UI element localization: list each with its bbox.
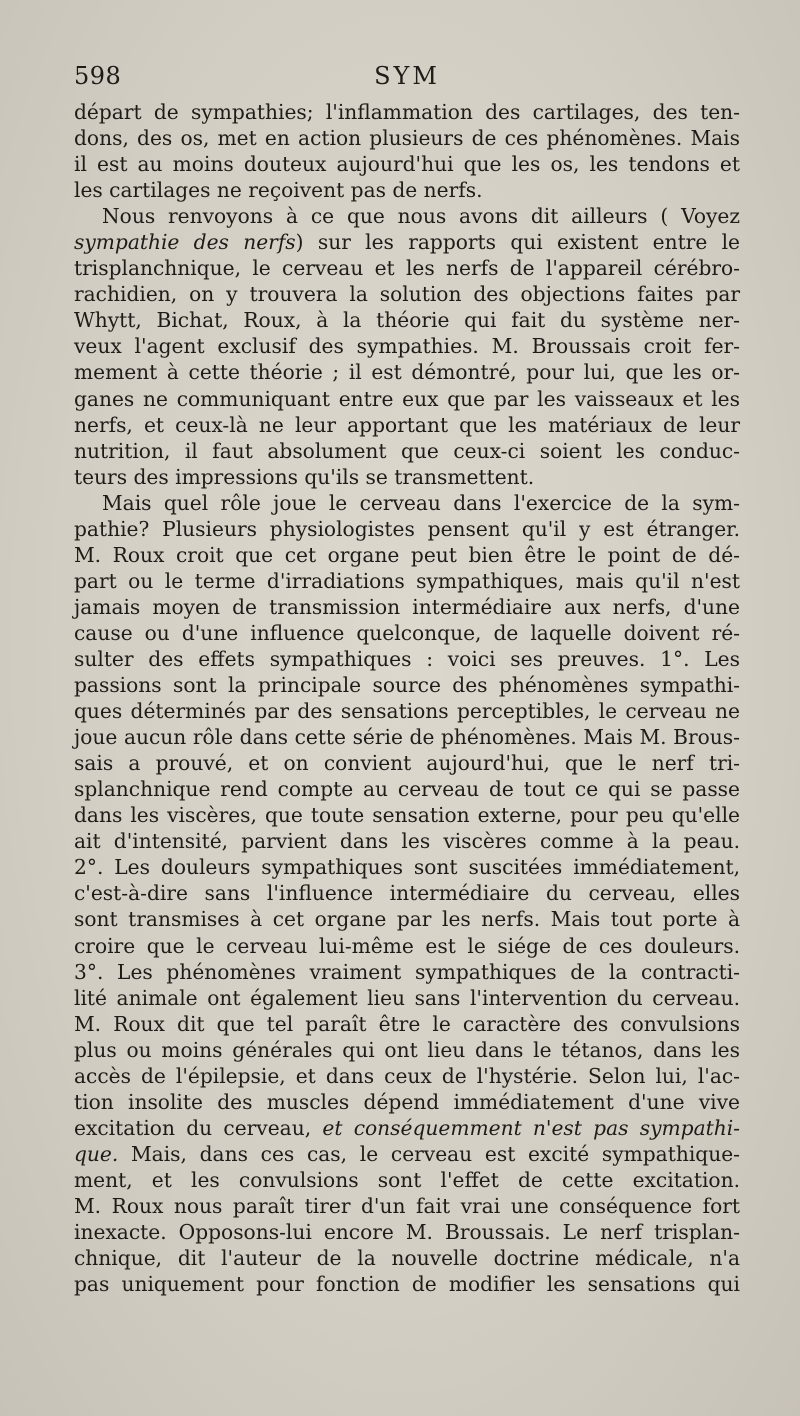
- text-line: nutrition, il faut absolument que ceux-ci soient les conduc-: [74, 438, 740, 463]
- text-line: M. Roux croit que cet organe peut bien être le point de dé-: [74, 542, 740, 567]
- text-line: lité animale ont également lieu sans l'intervention du cerveau.: [74, 985, 740, 1010]
- text-line: rachidien, on y trouvera la solution des objections faites par: [74, 282, 740, 307]
- text-line: passions sont la principale source des phénomènes sympathi-: [74, 673, 740, 698]
- text-line: chnique, dit l'auteur de la nouvelle doctrine médicale, n'a: [74, 1246, 740, 1271]
- italic-text: que.: [74, 1141, 119, 1166]
- text-line: dons, des os, met en action plusieurs de ces phénomènes. Mais: [74, 126, 740, 151]
- text-line: sont transmises à cet organe par les nerfs. Mais tout porte à: [74, 907, 740, 932]
- text-line: ques déterminés par des sensations perceptibles, le cerveau ne: [74, 699, 740, 724]
- text-line: [74, 1141, 740, 1167]
- text-line: M. Roux dit que tel paraît être le caractère des convulsions: [74, 1011, 740, 1036]
- page-header: [74, 62, 740, 96]
- text-line: tion insolite des muscles dépend immédiatement d'une vive: [74, 1089, 740, 1114]
- text-line: 2°. Les douleurs sympathiques sont suscitées immédiatement,: [74, 855, 740, 880]
- text-line: plus ou moins générales qui ont lieu dans le tétanos, dans les: [74, 1037, 740, 1062]
- text-line: dans les viscères, que toute sensation externe, pour peu qu'elle: [74, 803, 740, 828]
- text-line: joue aucun rôle dans cette série de phénomènes. Mais M. Brous-: [74, 725, 740, 750]
- text-line: teurs des impressions qu'ils se transmettent.: [74, 464, 535, 489]
- text-line: mement à cette théorie ; il est démontré, pour lui, que les or-: [74, 360, 740, 385]
- text-line: veux l'agent exclusif des sympathies. M. Broussais croit fer-: [74, 334, 740, 359]
- text-line: ganes ne communiquant entre eux que par les vaisseaux et les: [74, 386, 740, 411]
- text-line: c'est-à-dire sans l'influence intermédiaire du cerveau, elles: [74, 881, 740, 906]
- text-line: inexacte. Opposons-lui encore M. Broussais. Le nerf trisplan-: [74, 1220, 740, 1245]
- text-line: M. Roux nous paraît tirer d'un fait vrai une conséquence fort: [74, 1193, 740, 1218]
- text-line: sais a prouvé, et on convient aujourd'hui, que le nerf tri-: [74, 751, 740, 776]
- body-text: [74, 99, 740, 1297]
- text-line: 3°. Les phénomènes vraiment sympathiques de la contracti-: [74, 959, 740, 984]
- text-line: ait d'intensité, parvient dans les viscères comme à la peau.: [74, 829, 740, 854]
- text-line: [74, 1115, 740, 1141]
- text-run: excitation du cerveau,: [74, 1115, 323, 1140]
- text-line: part ou le terme d'irradiations sympathiques, mais qu'il n'est: [74, 568, 740, 593]
- text-line: ment, et les convulsions sont l'effet de cette excitation.: [74, 1167, 740, 1192]
- page-number: 598: [74, 62, 122, 90]
- text-line: Mais quel rôle joue le cerveau dans l'exercice de la sym-: [102, 490, 740, 515]
- text-line: Nous renvoyons à ce que nous avons dit ailleurs ( Voyez: [102, 204, 740, 229]
- text-line: accès de l'épilepsie, et dans ceux de l'hystérie. Selon lui, l'ac-: [74, 1063, 740, 1088]
- text-line: splanchnique rend compte au cerveau de tout ce qui se passe: [74, 777, 740, 802]
- text-run: Mais, dans ces cas, le cerveau est excité sympathique-: [118, 1141, 740, 1166]
- italic-text: sympathie des nerfs: [74, 230, 296, 255]
- text-line: cause ou d'une influence quelconque, de laquelle doivent ré-: [74, 620, 740, 645]
- running-head: SYM: [374, 62, 440, 90]
- text-line: il est au moins douteux aujourd'hui que les os, les tendons et: [74, 152, 740, 177]
- text-line: les cartilages ne reçoivent pas de nerfs.: [74, 178, 483, 203]
- text-line: trisplanchnique, le cerveau et les nerfs de l'appareil cérébro-: [74, 256, 740, 281]
- text-line: nerfs, et ceux-là ne leur apportant que les matériaux de leur: [74, 412, 740, 437]
- text-line: sulter des effets sympathiques : voici ses preuves. 1°. Les: [74, 646, 740, 671]
- text-line: pas uniquement pour fonction de modifier les sensations qui: [74, 1272, 740, 1297]
- text-line: Whytt, Bichat, Roux, à la théorie qui fait du système ner-: [74, 308, 740, 333]
- text-run: ) sur les rapports qui existent entre le: [295, 230, 740, 255]
- text-line: jamais moyen de transmission intermédiaire aux nerfs, d'une: [74, 594, 740, 619]
- text-line: pathie? Plusieurs physiologistes pensent qu'il y est étranger.: [74, 516, 740, 541]
- text-line: [74, 229, 740, 255]
- italic-text: et conséquemment n'est pas sympathi-: [322, 1115, 740, 1140]
- text-line: départ de sympathies; l'inflammation des cartilages, des ten-: [74, 100, 740, 124]
- text-line: croire que le cerveau lui-même est le siége de ces douleurs.: [74, 933, 740, 958]
